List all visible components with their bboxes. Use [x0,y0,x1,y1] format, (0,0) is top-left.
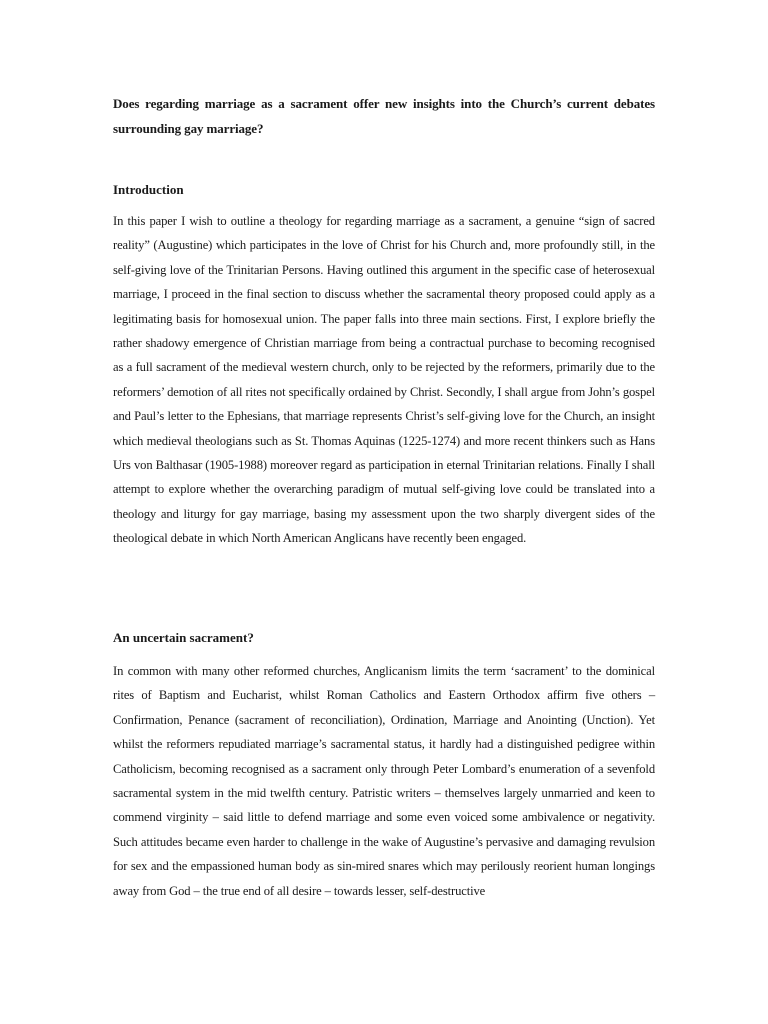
section-heading-uncertain-sacrament: An uncertain sacrament? [113,630,254,645]
section-heading-introduction: Introduction [113,182,184,197]
section-paragraph-uncertain-sacrament: In common with many other reformed churches, Anglicanism limits the term ‘sacrament’ to the dominical rites of Baptism and Eucharist, whilst Roman Catholics and Eastern Orthodox affirm five others – Confirmation, Penance (sacrament of reconciliation), Ordination, Marriage and Anointing (Unction). Yet whilst the reformers repudiated marriage’s sacramental status, it hardly had a distinguished pedigree within Catholicism, becoming recognised as a sacrament only through Peter Lombard’s enumeration of a sevenfold sacramental system in the mid twelfth century. Patristic writers – themselves largely unmarried and keen to commend virginity – said little to defend marriage and some even voiced some ambivalence or negativity. Such attitudes became even harder to challenge in the wake of Augustine’s pervasive and damaging revulsion for sex and the empassioned human body as sin-mired snares which may perilously reorient human longings away from God – the true end of all desire – towards lesser, self-destructive [113,664,655,898]
section-paragraph-introduction: In this paper I wish to outline a theology for regarding marriage as a sacrament, a genuine “sign of sacred reality” (Augustine) which participates in the love of Christ for his Church and, more profoundly still, in the self-giving love of the Trinitarian Persons. Having outlined this argument in the specific case of heterosexual marriage, I proceed in the final section to discuss whether the sacramental theory proposed could apply as a legitimating basis for homosexual union. The paper falls into three main sections. First, I explore briefly the rather shadowy emergence of Christian marriage from being a contractual purchase to becoming recognised as a full sacrament of the medieval western church, only to be rejected by the reformers, primarily due to the reformers’ demotion of all rites not specifically ordained by Christ. Secondly, I shall argue from John’s gospel and Paul’s letter to the Ephesians, that marriage represents Christ’s self-giving love for the Church, an insight which medieval theologians such as St. Thomas Aquinas (1225-1274) and more recent thinkers such as Hans Urs von Balthasar (1905-1988) moreover regard as participation in eternal Trinitarian relations. Finally I shall attempt to explore whether the overarching paradigm of mutual self-giving love could be translated into a theology and liturgy for gay marriage, basing my assessment upon the two sharply divergent sides of the theological debate in which North American Anglicans have recently been engaged. [113,214,655,546]
document-title: Does regarding marriage as a sacrament offer new insights into the Church’s current debates surrounding gay marriage? [113,96,655,136]
